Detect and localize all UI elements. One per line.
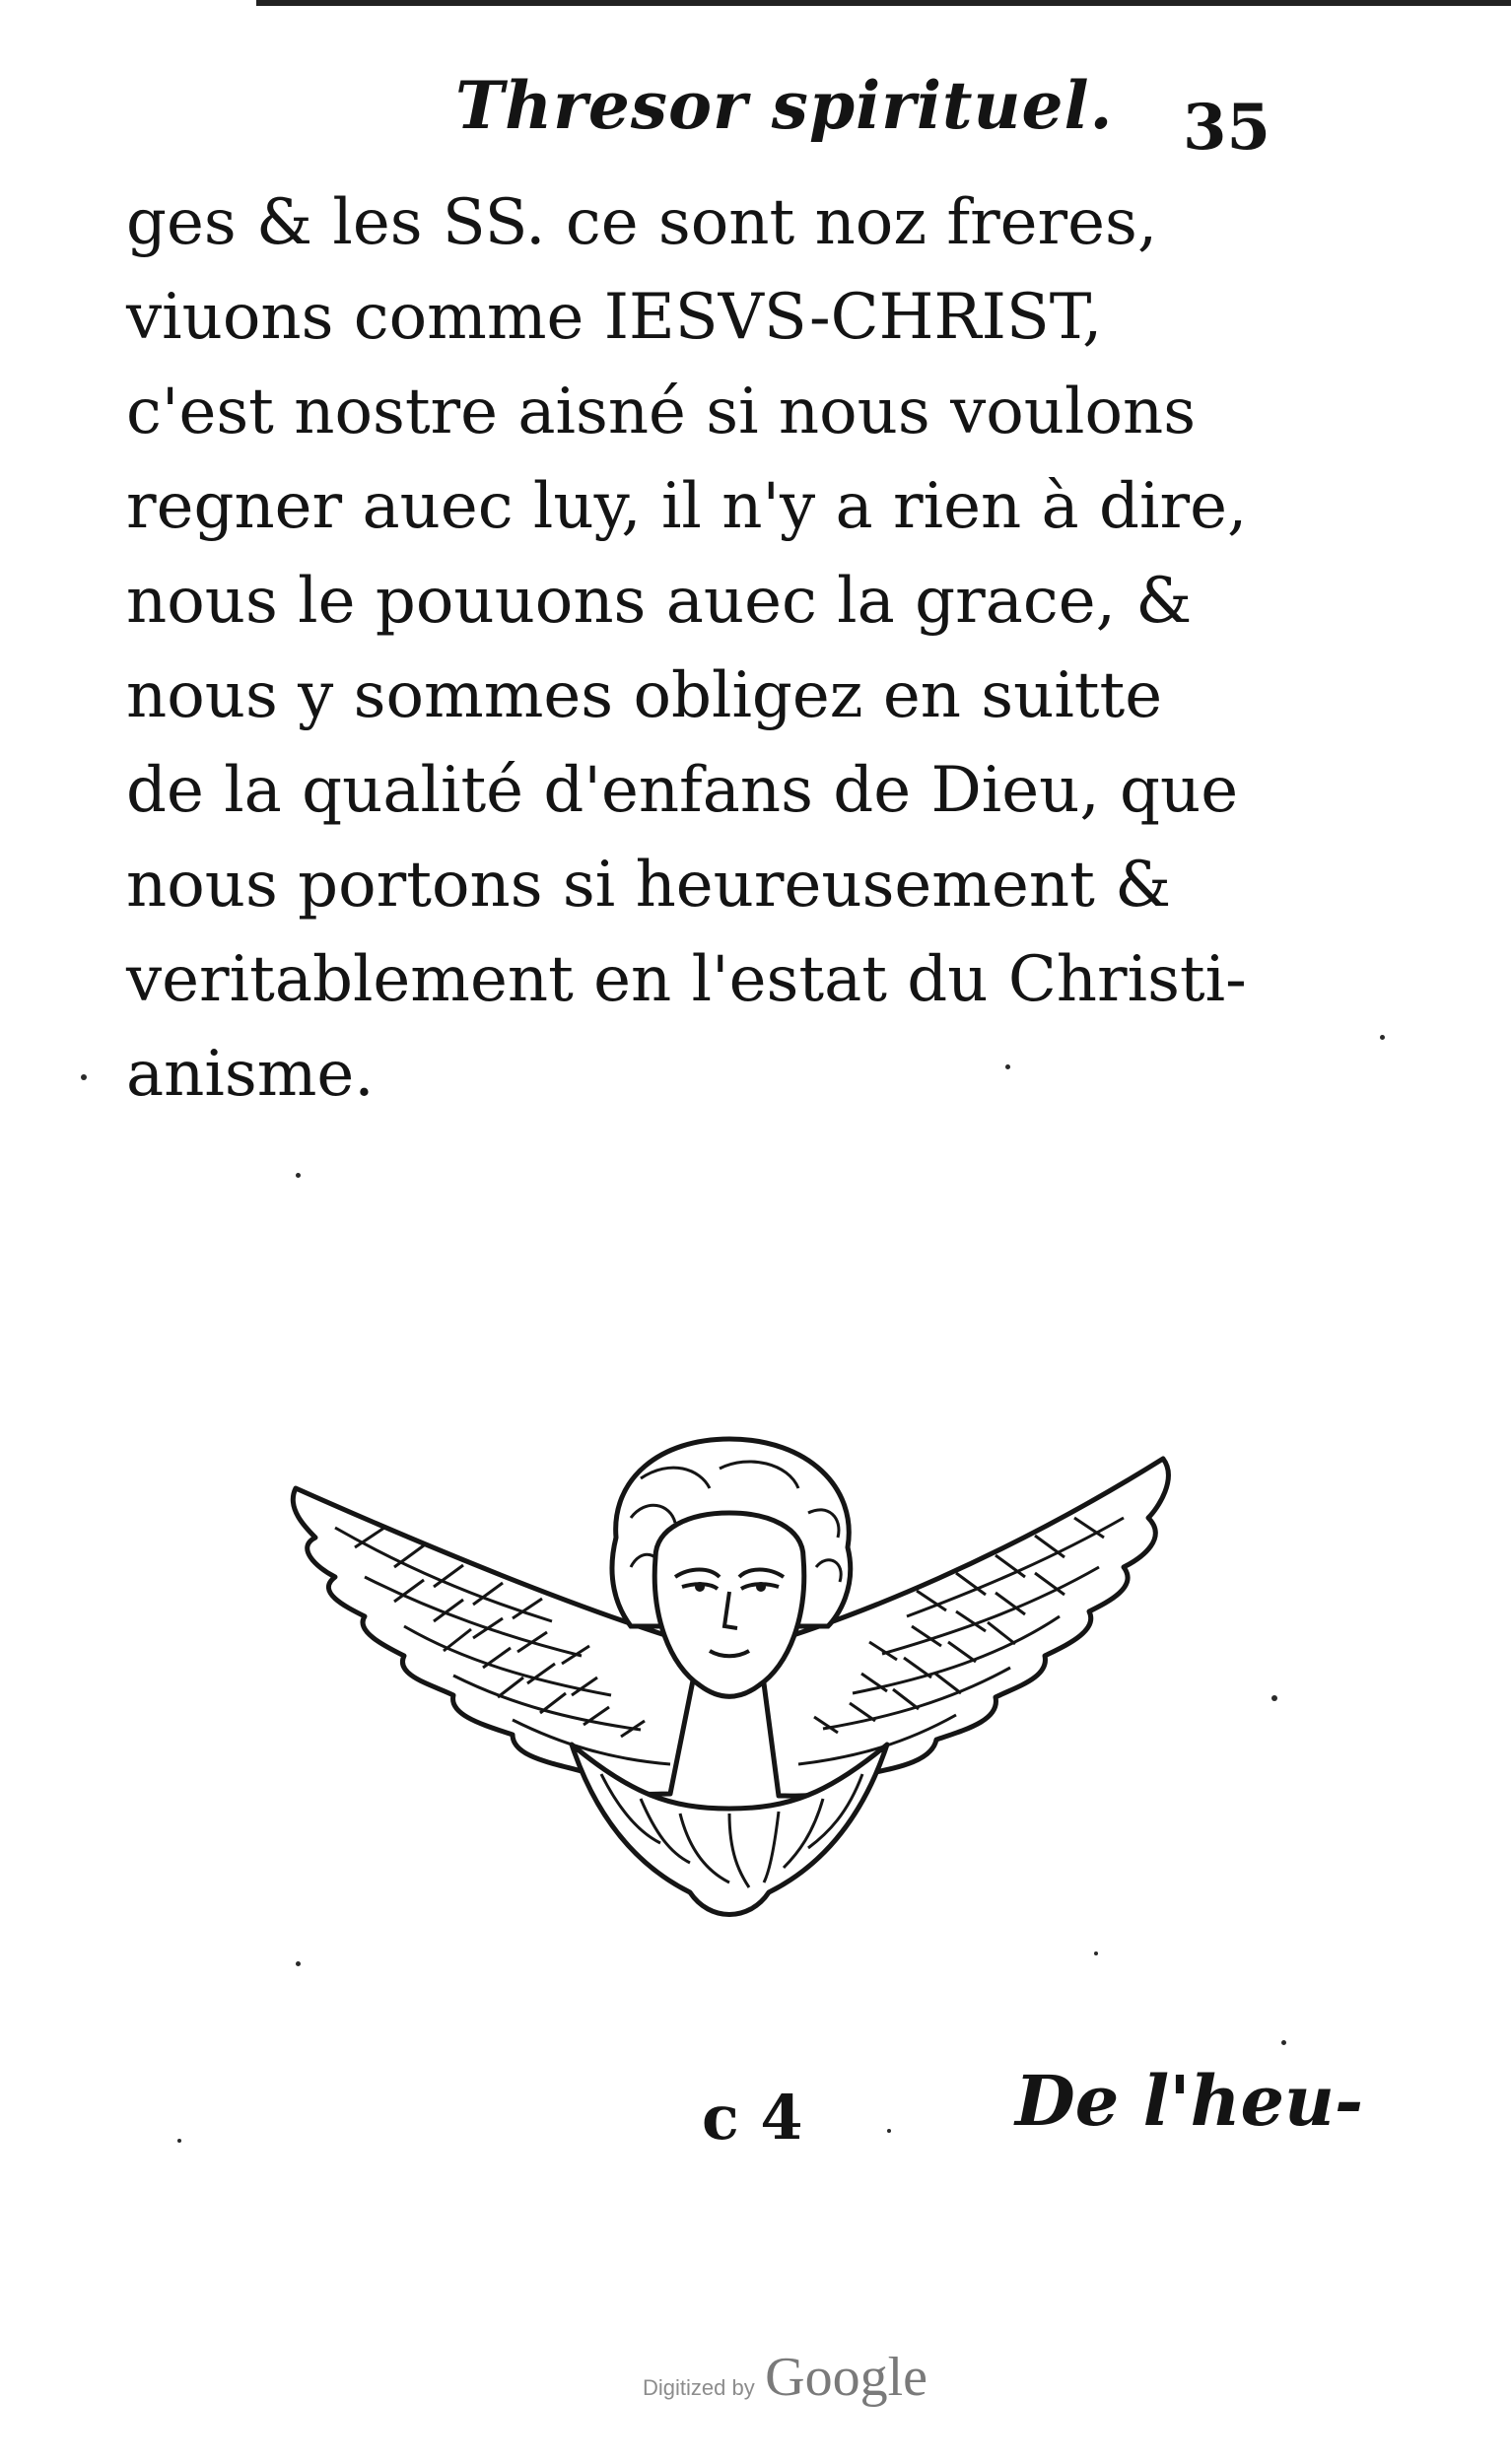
body-line: anisme.	[126, 1038, 375, 1111]
watermark-prefix: Digitized by	[643, 2375, 755, 2400]
ink-speck	[81, 1074, 87, 1080]
body-line: nous y sommes obligez en suitte	[126, 659, 1163, 732]
body-line: nous portons si heureusement &	[126, 849, 1172, 922]
ink-speck	[1271, 1695, 1277, 1701]
digitization-watermark	[643, 2346, 927, 2409]
ink-speck	[1380, 1035, 1385, 1040]
body-line: viuons comme IESVS-CHRIST,	[126, 281, 1103, 354]
page-number: 35	[1183, 91, 1271, 165]
ink-speck	[296, 1173, 301, 1178]
catchword: De l'heu-	[1015, 2060, 1364, 2142]
body-line: ges & les SS. ce sont noz freres,	[126, 186, 1158, 259]
body-text	[126, 175, 1289, 1122]
winged-cherub-head-icon	[276, 1419, 1183, 1932]
body-line: nous le pouuons auec la grace, &	[126, 565, 1193, 638]
ink-speck	[1094, 1951, 1098, 1955]
ink-speck	[296, 1961, 301, 1966]
running-title: Thresor spirituel.	[455, 67, 1114, 144]
ink-speck	[177, 2139, 181, 2143]
body-line: veritablement en l'estat du Christi-	[126, 943, 1247, 1016]
watermark-brand: Google	[765, 2347, 928, 2408]
body-line: c'est nostre aisné si nous voulons	[126, 376, 1197, 448]
ink-speck	[1005, 1064, 1010, 1069]
ink-speck	[887, 2129, 891, 2133]
page-top-edge	[256, 0, 1511, 6]
ink-speck	[1281, 2040, 1286, 2045]
signature-mark: c 4	[702, 2082, 803, 2154]
body-line: regner auec luy, il n'y a rien à dire,	[126, 470, 1248, 543]
body-line: de la qualité d'enfans de Dieu, que	[126, 754, 1239, 827]
